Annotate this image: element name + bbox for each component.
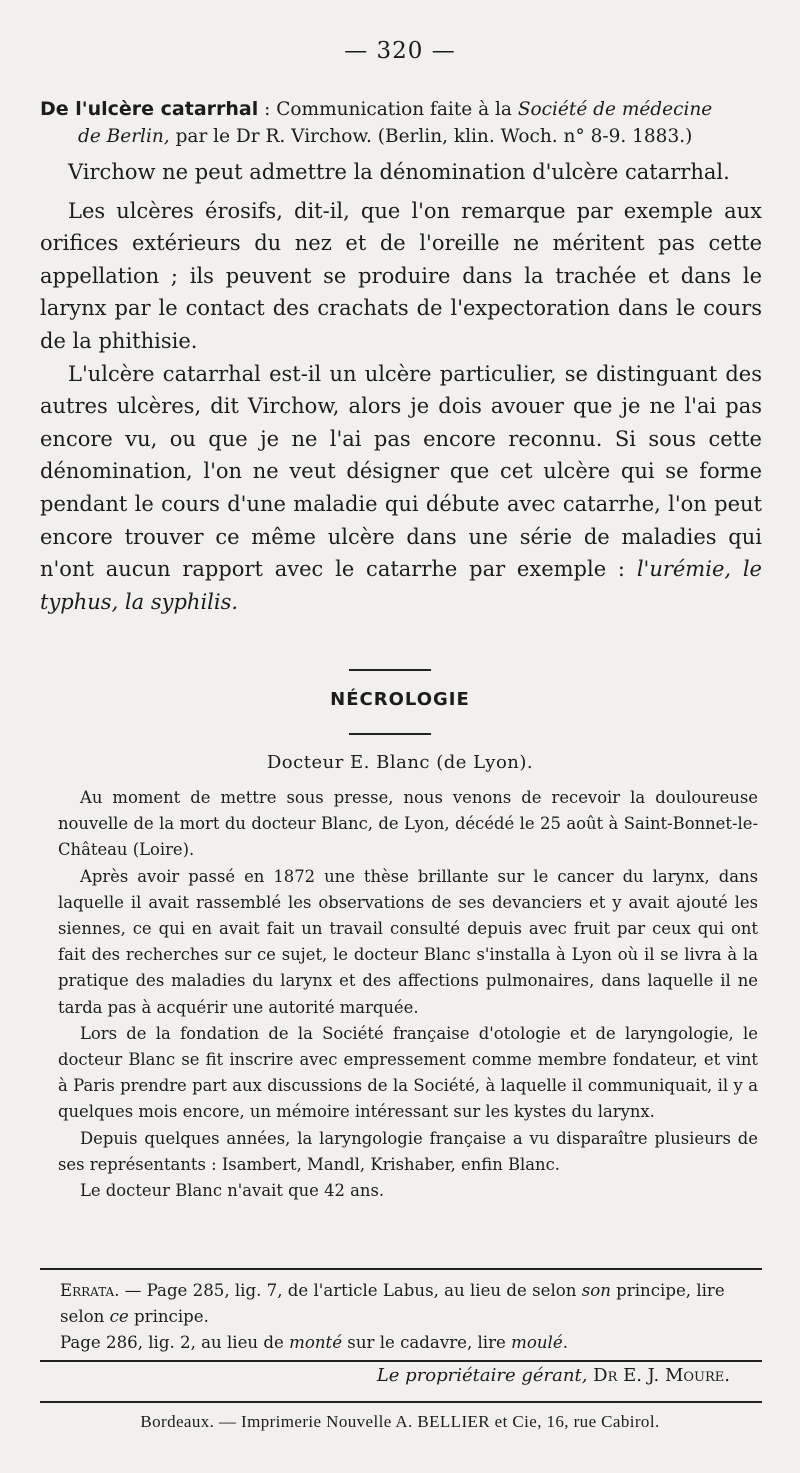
errata-italic-word: ce bbox=[109, 1307, 129, 1326]
article-paragraph-1: Virchow ne peut admettre la dénomination d'ulcère catarrhal. bbox=[68, 160, 730, 184]
errata-label: Errata. bbox=[60, 1281, 120, 1300]
signature bbox=[377, 1365, 730, 1386]
errata-italic-word: monté bbox=[289, 1333, 343, 1352]
article-title-line2-rest: par le Dr R. Virchow. (Berlin, klin. Woch. n° 8-9. 1883.) bbox=[169, 126, 693, 147]
article-title-line2-italic: de Berlin, bbox=[78, 126, 170, 147]
errata-text: sur le cadavre, lire bbox=[342, 1333, 512, 1352]
necrology-paragraph-1: Au moment de mettre sous presse, nous venons de recevoir la douloureuse nouvelle de la mort du docteur Blanc, de Lyon, décédé le 25 août à Saint-Bonnet-le-Château (Loire). bbox=[58, 788, 758, 860]
signature-rule bbox=[40, 1360, 762, 1362]
necrology-paragraph-5: Le docteur Blanc n'avait que 42 ans. bbox=[80, 1181, 385, 1201]
article-paragraph-3-text: L'ulcère catarrhal est-il un ulcère particulier, se distinguant des autres ulcères, dit Virchow, alors je dois avouer que je ne l'ai pas encore vu, ou que je ne l'ai pas encore reconnu. Si sous cette dénomination, l'on ne veut désigner que cet ulcère qui se forme pendant le cours d'une maladie qui débute avec catarrhe, l'on peut encore trouver ce même ulcère dans une série de maladies qui n'ont aucun rapport avec le catarrhe par exemple : bbox=[40, 361, 762, 582]
errata-line-2 bbox=[40, 1330, 762, 1356]
necrology-paragraph-2: Après avoir passé en 1872 une thèse brillante sur le cancer du larynx, dans laquelle il avait rassemblé les observations de ses devanciers et y avait ajouté les siennes, ce qui en avait fait un travail consulté depuis avec fruit par ceux qui ont fait des recherches sur ce sujet, le docteur Blanc s'installa à Lyon où il se livra à la pratique des maladies du larynx et des affections pulmonaires, dans laquelle il ne tarda pas à acquérir une autorité marquée. bbox=[58, 866, 758, 1017]
errata-text: . bbox=[562, 1333, 568, 1352]
separator-rule-bottom bbox=[349, 733, 431, 735]
article-title-rest: : Communication faite à la bbox=[258, 99, 518, 120]
article-body bbox=[40, 156, 762, 618]
article-examples: l'urémie, le typhus, la syphilis. bbox=[40, 557, 762, 614]
errata-rule bbox=[40, 1268, 762, 1270]
errata-text: principe, lire selon bbox=[60, 1281, 725, 1326]
necrology-body bbox=[58, 785, 758, 1204]
article-title-society: Société de médecine bbox=[517, 99, 713, 120]
errata-text: Page 286, lig. 2, au lieu de bbox=[60, 1333, 290, 1352]
errata-italic-word: son bbox=[581, 1281, 611, 1300]
printer-rule bbox=[40, 1401, 762, 1403]
errata-text: — Page 285, lig. 7, de l'article Labus, au lieu de selon bbox=[119, 1281, 582, 1300]
errata bbox=[40, 1278, 762, 1356]
errata-italic-word: moulé bbox=[511, 1333, 563, 1352]
necrology-paragraph-4: Depuis quelques années, la laryngologie française a vu disparaître plusieurs de ses représentants : Isambert, Mandl, Krishaber, enfin Blanc. bbox=[58, 1128, 758, 1174]
errata-line-1 bbox=[40, 1278, 762, 1330]
signature-name: Dr E. J. Moure. bbox=[587, 1365, 730, 1386]
necrology-doctor: Docteur E. Blanc (de Lyon). bbox=[266, 752, 534, 773]
article-paragraph-3 bbox=[40, 358, 762, 619]
necrology-heading: NÉCROLOGIE bbox=[330, 689, 470, 710]
necrology-paragraph-3: Lors de la fondation de la Société française d'otologie et de laryngologie, le docteur Blanc se fit inscrire avec empressement comme membre fondateur, et vint à Paris prendre part aux discussions de la Société, à laquelle il communiquait, il y a quelques mois encore, un mémoire intéressant sur les kystes du larynx. bbox=[58, 1023, 758, 1122]
article-title bbox=[40, 96, 762, 150]
separator-rule-top bbox=[349, 669, 431, 671]
page-number: — 320 — bbox=[344, 38, 456, 64]
printer-line: Bordeaux. — Imprimerie Nouvelle A. BELLIER et Cie, 16, rue Cabirol. bbox=[140, 1412, 660, 1431]
article-paragraph-2: Les ulcères érosifs, dit-il, que l'on remarque par exemple aux orifices extérieurs du nez et de l'oreille ne méritent pas cette appellation ; ils peuvent se produire dans la trachée et dans le larynx par le contact des crachats de l'expectoration dans le cours de la phithisie. bbox=[40, 198, 762, 353]
article-title-lead: De l'ulcère catarrhal bbox=[40, 98, 259, 120]
errata-text: principe. bbox=[128, 1307, 209, 1326]
signature-role: Le propriétaire gérant, bbox=[376, 1365, 588, 1386]
